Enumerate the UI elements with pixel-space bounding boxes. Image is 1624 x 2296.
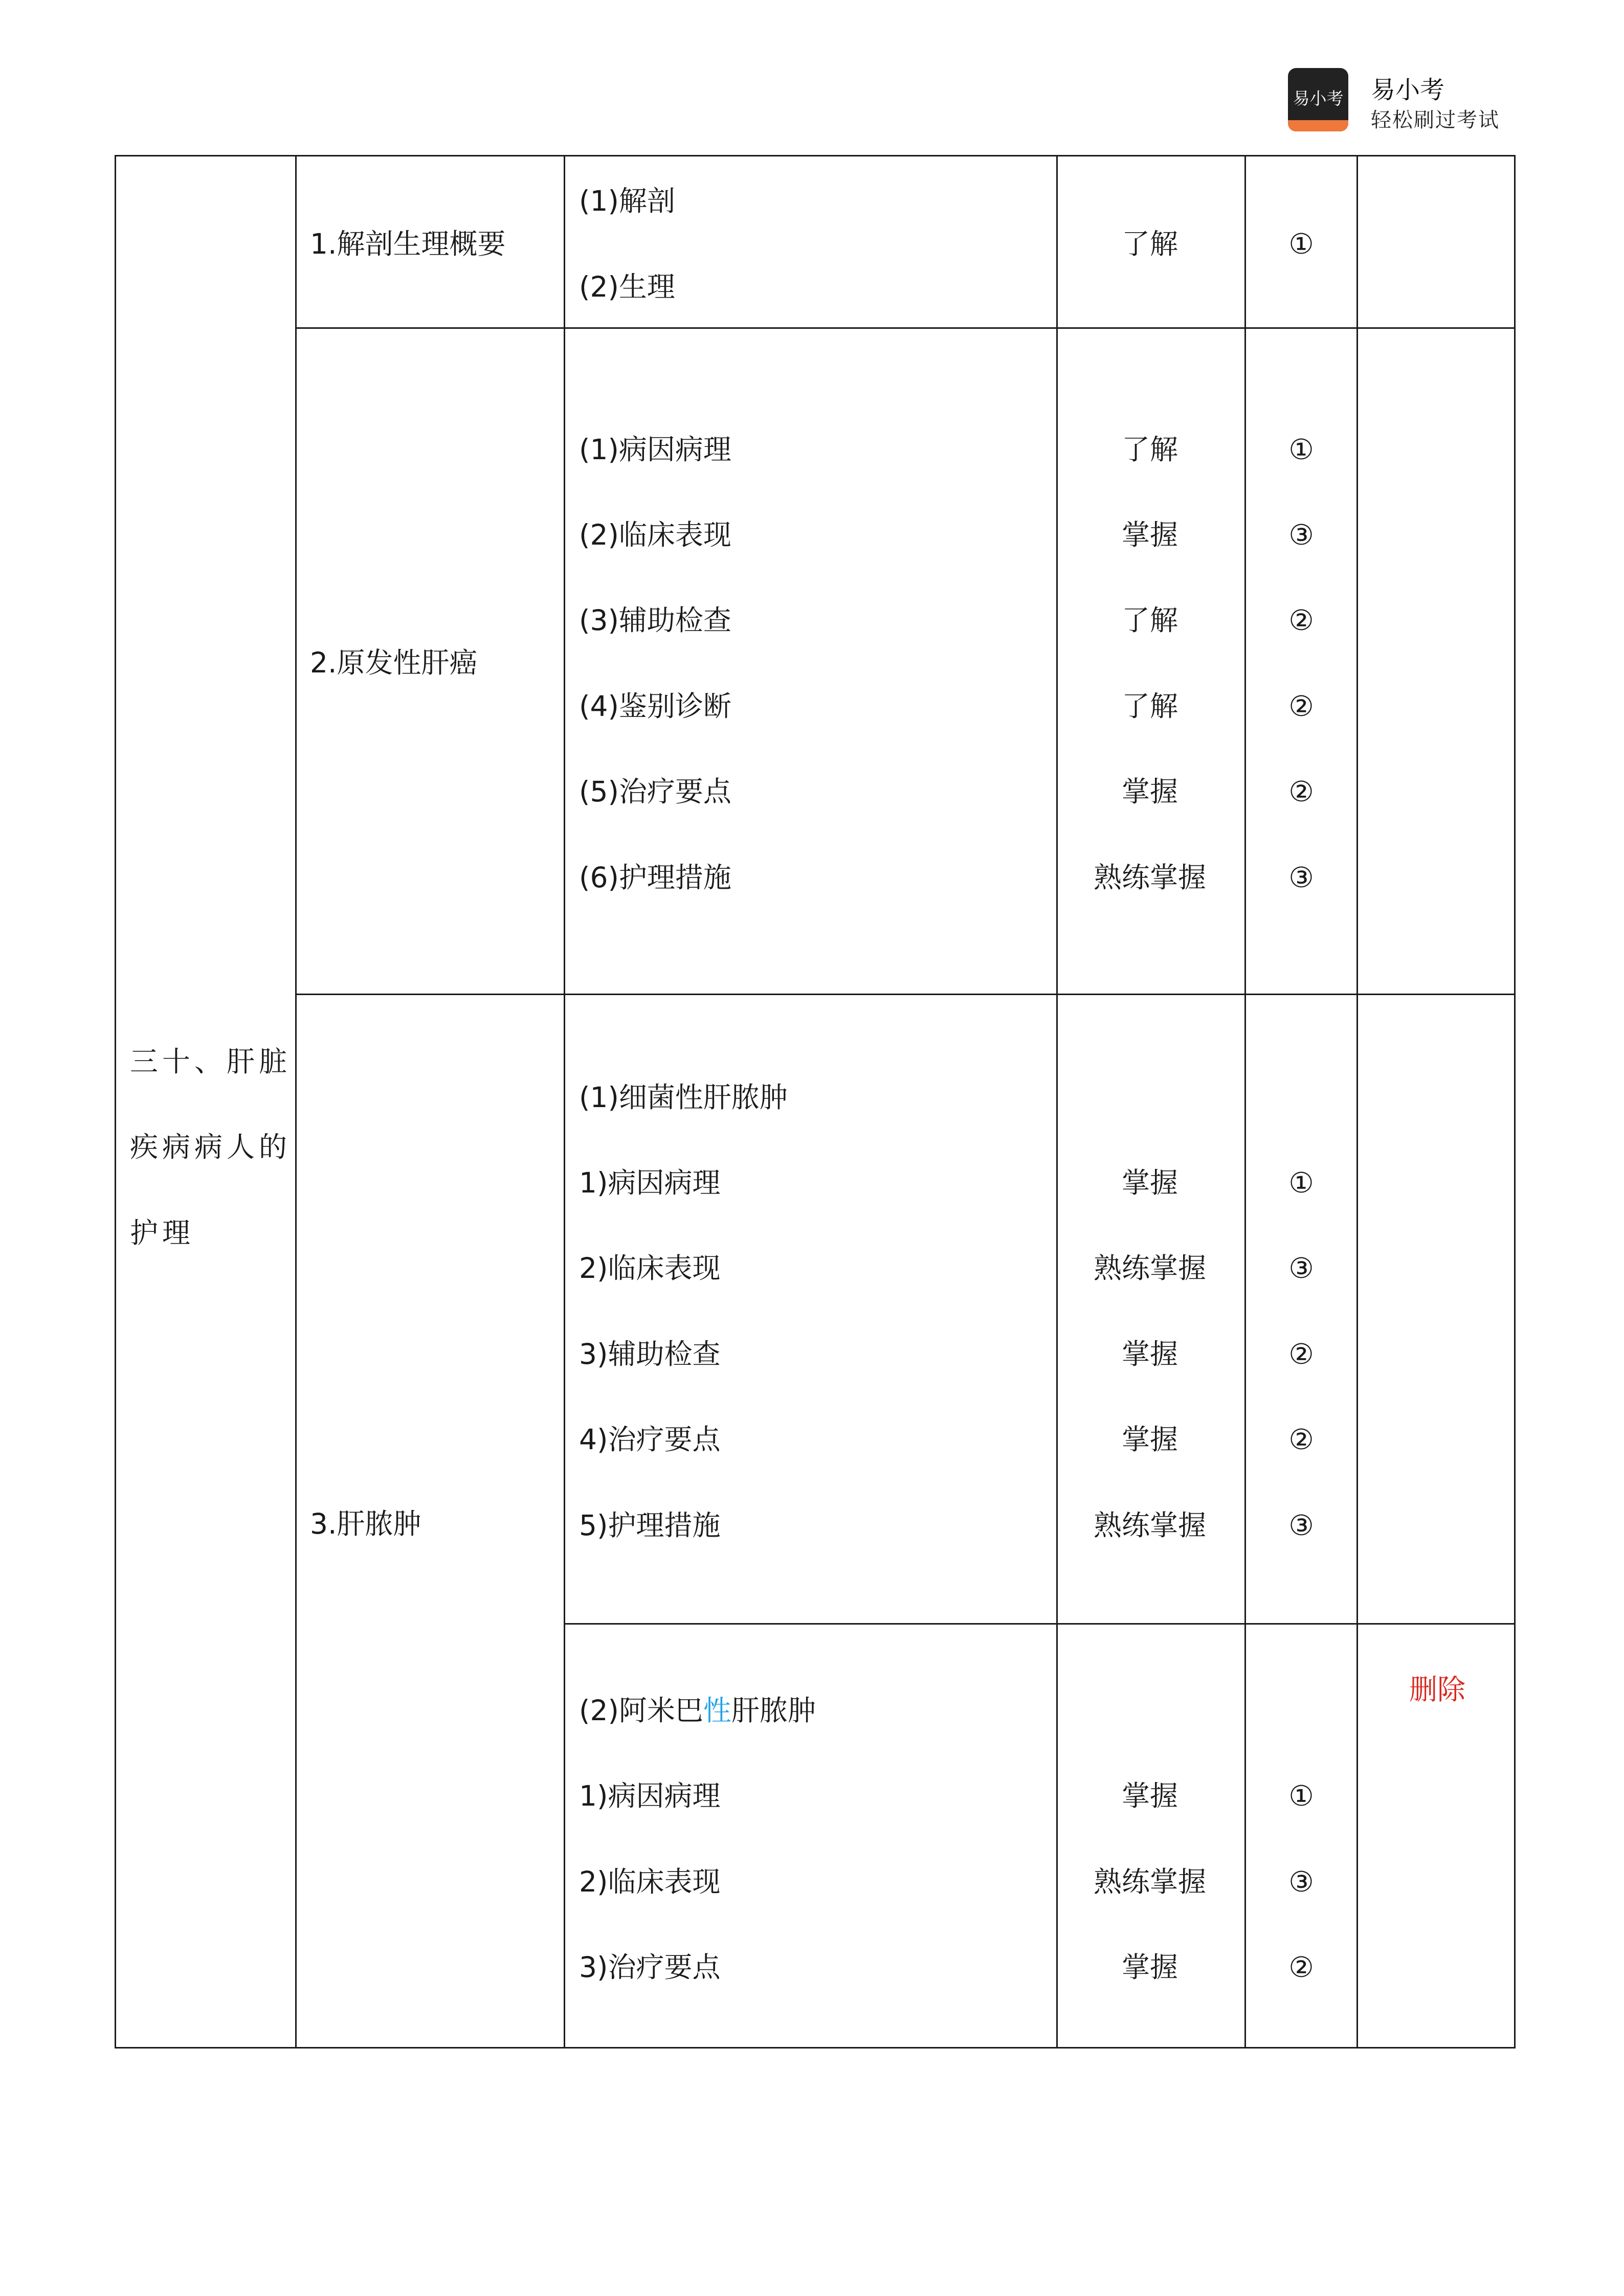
table-border-right	[1514, 155, 1516, 2049]
subtopic-item: (5)治疗要点	[579, 775, 731, 808]
row-divider	[295, 327, 1516, 329]
table-border-top	[115, 155, 1516, 156]
mastery-level: 掌握	[1121, 1780, 1178, 1812]
requirement-mark: ①	[1288, 1166, 1314, 1199]
requirement-mark: ③	[1288, 1252, 1314, 1285]
mastery-level: 熟练掌握	[1093, 1509, 1206, 1542]
requirement-mark: ③	[1288, 1509, 1314, 1542]
subtopic-group-heading: (1)细菌性肝脓肿	[579, 1081, 788, 1114]
requirement-mark: ①	[1288, 228, 1314, 260]
requirement-mark: ②	[1288, 775, 1314, 808]
mastery-level: 掌握	[1121, 1338, 1178, 1370]
subtopic-item: (3)辅助检查	[579, 604, 731, 637]
mastery-level: 熟练掌握	[1093, 861, 1206, 894]
mastery-level: 熟练掌握	[1093, 1865, 1206, 1898]
subtopic-group-heading	[579, 1694, 816, 1727]
column-divider	[1356, 155, 1358, 2049]
column-divider	[1056, 155, 1058, 2049]
mastery-level: 掌握	[1121, 1951, 1178, 1984]
subtopic-item: 1)病因病理	[579, 1780, 721, 1812]
mastery-level: 掌握	[1121, 519, 1178, 551]
subtopic-item: (1)解剖	[579, 185, 675, 217]
requirement-mark: ②	[1288, 690, 1314, 723]
requirement-mark: ①	[1288, 433, 1314, 466]
topic-title: 3.肝脓肿	[310, 1507, 421, 1540]
column-divider	[1244, 155, 1246, 2049]
mastery-level: 掌握	[1121, 775, 1178, 808]
chapter-title-line: 护理	[130, 1217, 195, 1249]
mastery-level: 了解	[1121, 604, 1178, 637]
column-divider	[564, 155, 565, 2049]
brand-logo-text: 易小考	[1293, 88, 1344, 108]
requirement-mark: ③	[1288, 519, 1314, 551]
topic-title: 2.原发性肝癌	[310, 646, 478, 679]
row-divider	[295, 994, 1516, 995]
subtopic-item: (2)临床表现	[579, 519, 731, 551]
column-divider	[295, 155, 297, 2049]
requirement-mark: ②	[1288, 1951, 1314, 1984]
subtopic-item: (2)生理	[579, 271, 675, 303]
requirement-mark: ②	[1288, 1423, 1314, 1456]
subtopic-item: (4)鉴别诊断	[579, 690, 731, 723]
mastery-level: 掌握	[1121, 1166, 1178, 1199]
requirement-mark: ①	[1288, 1780, 1314, 1812]
heading-part: 肝脓肿	[731, 1694, 816, 1727]
mastery-level: 掌握	[1121, 1423, 1178, 1456]
subtopic-item: 4)治疗要点	[579, 1423, 721, 1456]
subtopic-item: 1)病因病理	[579, 1166, 721, 1199]
mastery-level: 熟练掌握	[1093, 1252, 1206, 1285]
table-border-bottom	[115, 2047, 1516, 2049]
brand-slogan: 轻松刷过考试	[1371, 108, 1500, 132]
topic-title: 1.解剖生理概要	[310, 228, 506, 260]
deletion-note: 删除	[1409, 1673, 1465, 1706]
subtopic-item: 5)护理措施	[579, 1509, 721, 1542]
row-divider	[564, 1623, 1516, 1625]
subtopic-item: (6)护理措施	[579, 861, 731, 894]
highlighted-heading-part: 性	[703, 1694, 731, 1727]
mastery-level: 了解	[1121, 433, 1178, 466]
subtopic-item: 3)治疗要点	[579, 1951, 721, 1984]
requirement-mark: ②	[1288, 1338, 1314, 1370]
subtopic-item: (1)病因病理	[579, 433, 731, 466]
subtopic-item: 2)临床表现	[579, 1865, 721, 1898]
subtopic-item: 2)临床表现	[579, 1252, 721, 1285]
brand-name: 易小考	[1371, 76, 1445, 104]
mastery-level: 了解	[1121, 228, 1178, 260]
heading-part: (2)阿米巴	[579, 1694, 703, 1727]
requirement-mark: ③	[1288, 861, 1314, 894]
chapter-title-line: 三十、肝脏	[130, 1045, 292, 1078]
requirement-mark: ③	[1288, 1865, 1314, 1898]
mastery-level: 了解	[1121, 690, 1178, 723]
chapter-title-line: 疾病病人的	[130, 1131, 292, 1163]
requirement-mark: ②	[1288, 604, 1314, 637]
table-border-left	[115, 155, 116, 2049]
subtopic-item: 3)辅助检查	[579, 1338, 721, 1370]
